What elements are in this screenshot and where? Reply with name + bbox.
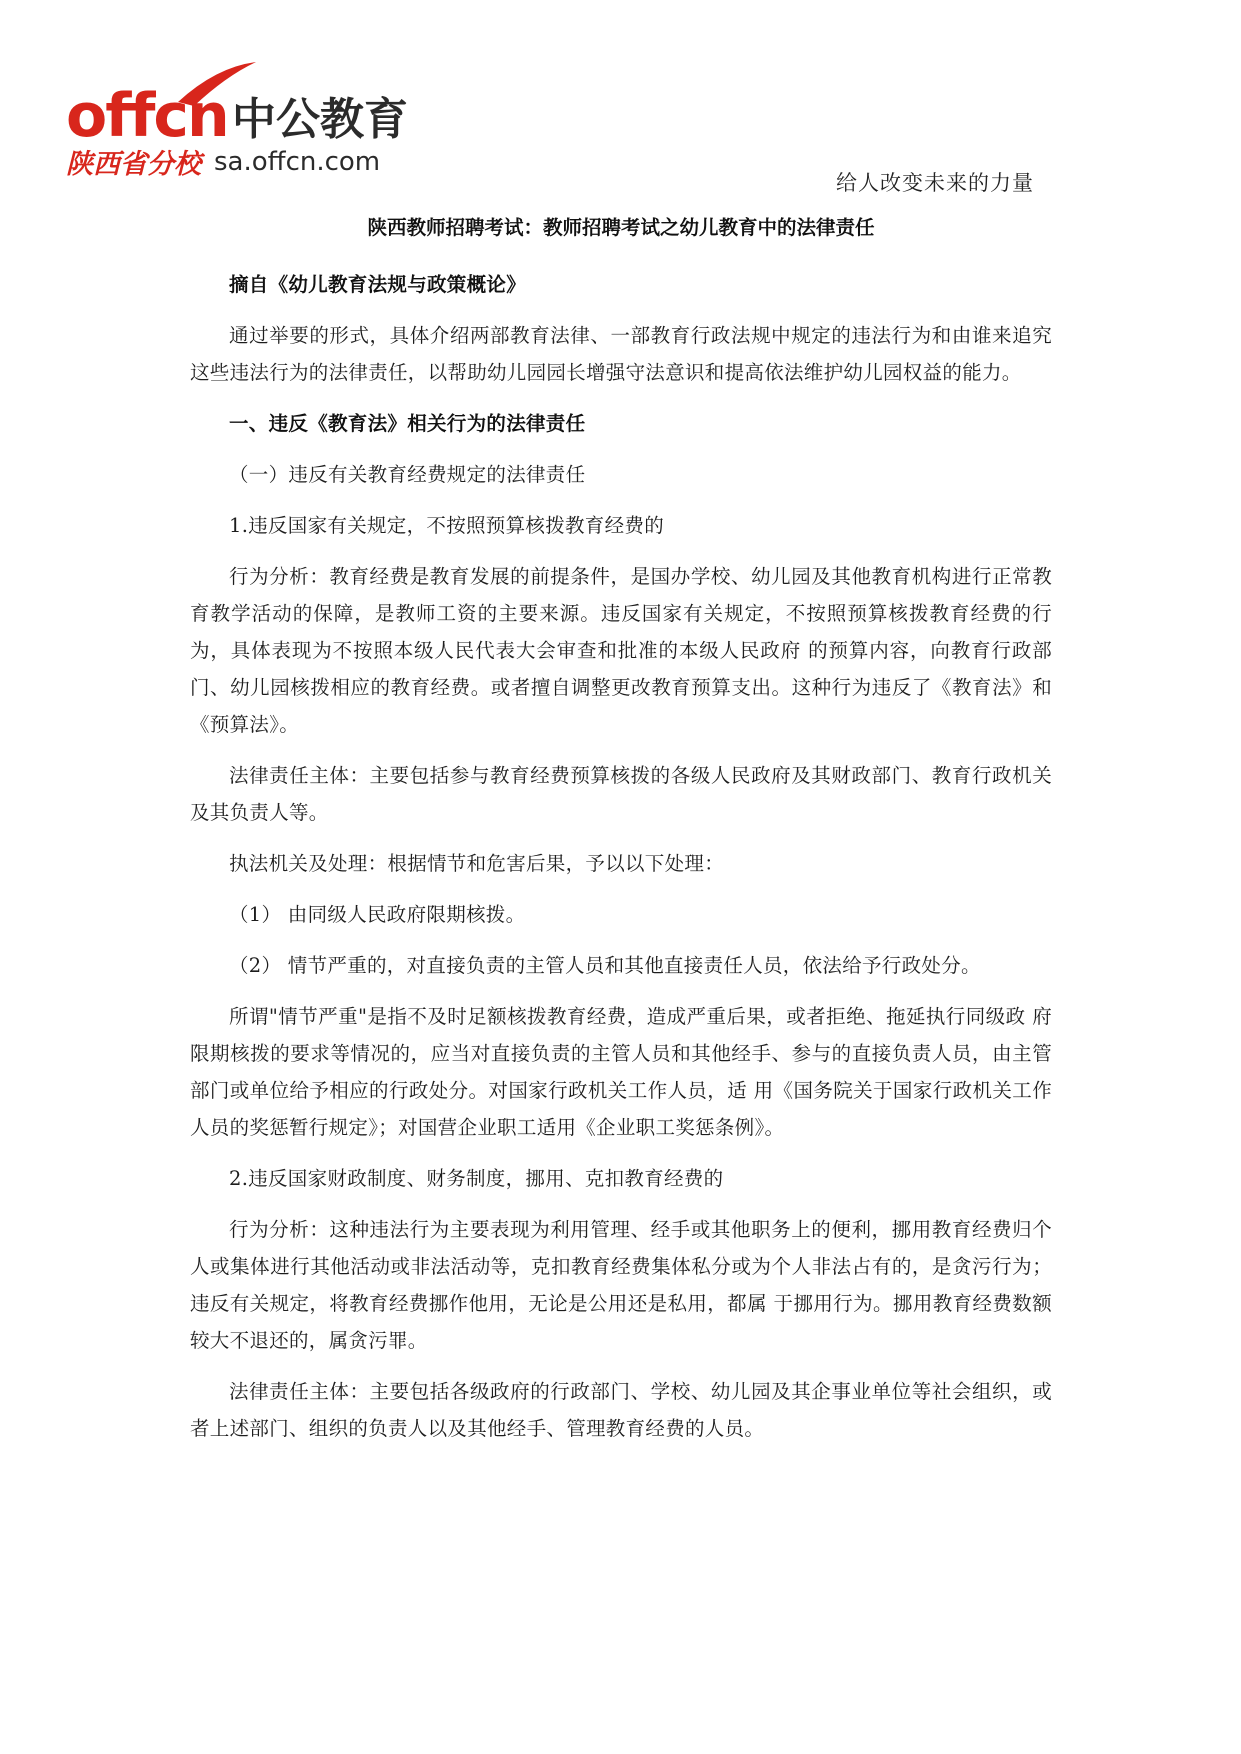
paragraph-serious-circumstances: 所谓"情节严重"是指不及时足额核拨教育经费，造成严重后果，或者拒绝、拖延执行同级政 府限期核拨的要求等情况的，应当对直接负责的主管人员和其他经手、参与的直接负责人员，由主管部门或单位给予相应的行政处分。对国家行政机关工作人员，适 用《国务院关于国家行政机关工作人员的奖惩暂行规定》；对国营企业职工适用《企业职工奖惩条例》。 [190,1005,1052,1139]
document-body [190,210,1052,1461]
subsection-heading-1: （一）违反有关教育经费规定的法律责任 [229,463,586,486]
paragraph-enforcement-1: 执法机关及处理：根据情节和危害后果，予以以下处理： [229,852,725,875]
section-heading-1: 一、违反《教育法》相关行为的法律责任 [229,412,586,435]
slogan: 给人改变未来的力量 [836,171,1034,195]
source-note: 摘自《幼儿教育法规与政策概论》 [229,273,527,296]
paragraph-analysis-1: 行为分析：教育经费是教育发展的前提条件，是国办学校、幼儿园及其他教育机构进行正常教 育教学活动的保障，是教师工资的主要来源。违反国家有关规定，不按照预算核拨教育经费的行为，具体表现为不按照本级人民代表大会审查和批准的本级人民政府 的预算内容，向教育行政部门、幼儿园核拨相应的教育经费。或者擅自调整更改教育预算支出。这种行为违反了《教育法》和《预算法》。 [190,565,1052,736]
paragraph-liability-2: 法律责任主体：主要包括各级政府的行政部门、学校、幼儿园及其企事业单位等社会组织，或者上述部门、组织的负责人以及其他经手、管理教育经费的人员。 [190,1380,1052,1440]
logo-text-en: offcn [66,81,228,151]
offcn-logo [66,62,426,180]
logo-url: sa.offcn.com [214,147,381,177]
document-title: 陕西教师招聘考试：教师招聘考试之幼儿教育中的法律责任 [367,216,875,239]
list-item-2: （2） 情节严重的，对直接负责的主管人员和其他直接责任人员，依法给予行政处分。 [229,954,981,977]
offcn-logo-graphic [66,62,426,180]
logo-branch: 陕西省分校 [66,149,201,180]
paragraph-analysis-2: 行为分析：这种违法行为主要表现为利用管理、经手或其他职务上的便利，挪用教育经费归个 人或集体进行其他活动或非法活动等，克扣教育经费集体私分或为个人非法占有的，是贪污行为；违反有关规定，将教育经费挪作他用，无论是公用还是私用，都属 于挪用行为。挪用教育经费数额较大不退还的，属贪污罪。 [190,1218,1052,1352]
item-heading-1: 1.违反国家有关规定，不按照预算核拨教育经费的 [229,514,665,537]
paragraph-liability-1: 法律责任主体：主要包括参与教育经费预算核拨的各级人民政府及其财政部门、教育行政机关及其负责人等。 [190,764,1052,824]
page-header [66,62,1186,195]
paragraph-intro: 通过举要的形式，具体介绍两部教育法律、一部教育行政法规中规定的违法行为和由谁来追究这些违法行为的法律责任，以帮助幼儿园园长增强守法意识和提高依法维护幼儿园权益的能力。 [190,324,1052,384]
list-item-1: （1） 由同级人民政府限期核拨。 [229,903,526,926]
item-heading-2: 2.违反国家财政制度、财务制度，挪用、克扣教育经费的 [229,1167,724,1190]
logo-text-cn: 中公教育 [232,94,408,145]
